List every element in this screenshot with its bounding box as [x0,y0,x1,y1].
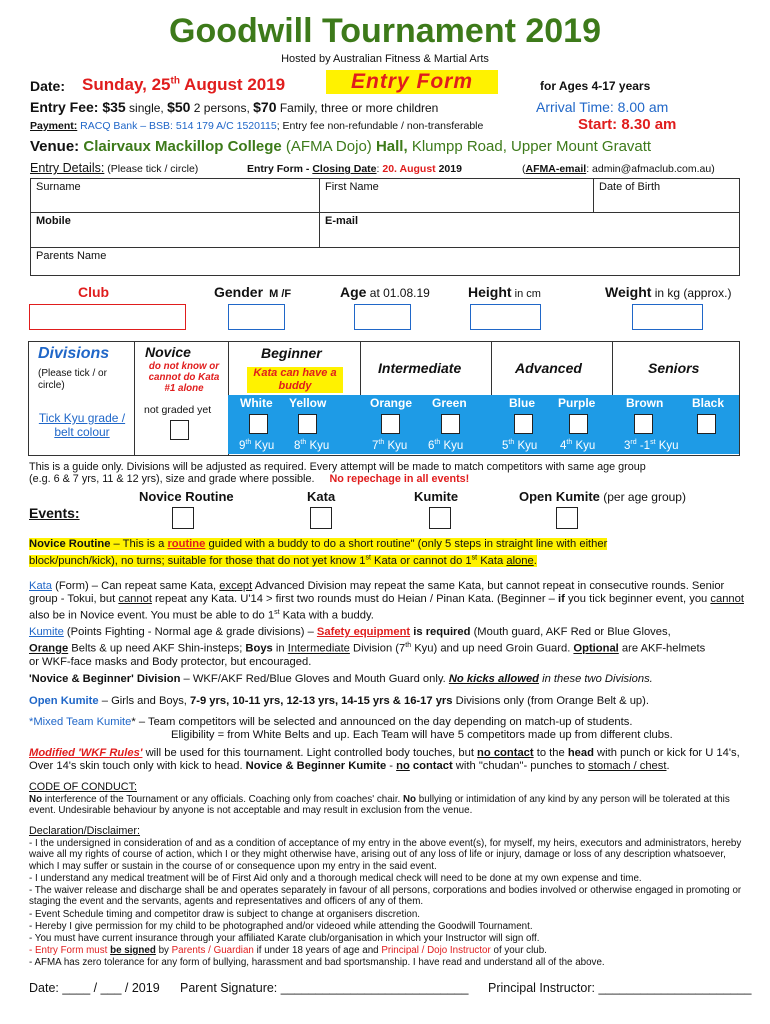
first-name-field[interactable]: First Name [320,179,594,212]
footer-date[interactable]: Date: ____ / ___ / 2019 [29,981,160,995]
disclaimer-line-4: - Event Schedule timing and competitor draw is subject to change at organisers discretion. [29,909,420,920]
event-open-kumite: Open Kumite (per age group) [519,489,686,504]
club-label: Club [78,284,110,300]
rule-mixed-team: *Mixed Team Kumite* – Team competitors will be selected and announced on the day depending on match-up of students. [29,716,633,728]
advanced-header: Advanced [515,360,582,376]
checkbox-novice-routine[interactable] [172,507,194,529]
kyu-9: 9th Kyu [239,439,275,452]
event-date: Sunday, 25th August 2019 [82,75,286,94]
kyu-5: 5th Kyu [502,439,538,452]
rule-novice-routine: Novice Routine – This is a routine guided with a buddy to do a short routine" (only 5 steps in straight line with either block/punch/kick), no turns; suitable for those that do not yet know 1st Kata or cannot do 1st Kata alone. [29,538,608,567]
row-name [30,178,740,213]
belt-brown: Brown [626,396,664,410]
gender-input[interactable] [228,304,285,330]
surname-field[interactable]: Surname [31,179,320,212]
belt-orange: Orange [370,396,413,410]
weight-label: Weight in kg (approx.) [605,284,732,300]
parents-name-field[interactable]: Parents Name [30,247,740,276]
height-label: Height in cm [468,284,541,300]
novice-checkbox[interactable] [170,420,189,440]
age-label: Age at 01.08.19 [340,284,430,300]
kyu-6: 6th Kyu [428,439,464,452]
rule-wkf: Modified 'WKF Rules' will be used for this tournament. Light controlled body touches, but no contact to the head with punch or kick for U 14's, Over 14's skin touch only with kick to head. Novice & Beginner Kumite - no contact with "chudan"- punches to stomach / chest. [29,747,740,773]
checkbox-purple[interactable] [569,414,588,434]
entry-form-heading: Entry Form [326,70,498,94]
entry-fee: Entry Fee: $35 single, $50 2 persons, $70 Family, three or more children [30,99,439,115]
checkbox-orange[interactable] [381,414,400,434]
height-input[interactable] [470,304,541,330]
guide-line-2: (e.g. 6 & 7 yrs, 11 & 12 yrs), size and grade where possible. No repechage in all events! [29,473,470,485]
entry-details: Entry Details: (Please tick / circle) [30,161,199,175]
disclaimer-title: Declaration/Disclaimer: [29,825,141,837]
hosted-by: Hosted by Australian Fitness & Martial Arts [281,53,489,65]
footer-principal-instructor[interactable]: Principal Instructor: ______________________ [488,981,752,995]
checkbox-white[interactable] [249,414,268,434]
tick-kyu-label: Tick Kyu grade / belt colour [38,411,126,439]
intermediate-header: Intermediate [378,360,462,376]
belt-purple: Purple [558,396,596,410]
belt-blue: Blue [509,396,536,410]
event-novice-routine: Novice Routine [139,489,234,504]
seniors-header: Seniors [648,360,700,376]
age-input[interactable] [354,304,411,330]
event-kumite: Kumite [414,489,459,504]
divisions-note: (Please tick / or circle) [38,368,107,391]
dob-field[interactable]: Date of Birth [599,181,661,193]
checkbox-open-kumite[interactable] [556,507,578,529]
kyu-8: 8th Kyu [294,439,330,452]
rule-kumite: Kumite (Points Fighting - Normal age & grade divisions) – Safety equipment is required (Mouth guard, AKF Red or Blue Gloves, Orange Belts & up need AKF Shin-insteps; Boys in Intermediate Division (7th Kyu) and up need Groin Guard. Optional are AKF-helmets or WKF-face masks and Body protector, but encouraged. [29,626,706,669]
checkbox-kumite[interactable] [429,507,451,529]
gender-label: Gender M /F [214,284,292,300]
events-label: Events: [29,505,80,521]
disclaimer-line-2: - I understand any medical treatment will be of First Aid only and a thorough medical check will need to be done at my own expense and time. [29,873,642,884]
rule-kata: Kata (Form) – Can repeat same Kata, except Advanced Division may repeat the same Kata, but cannot repeat in consecutive rounds. Senior group - Tokui, but cannot repeat any Kata. U'14 > first two rounds must do Heian / Pinan Kata. (Beginner – if you tick beginner event, you cannot also be in Novice event. You must be able to do 1st Kata with a buddy. [29,580,744,623]
club-input[interactable] [29,304,186,330]
disclaimer-line-3: - The waiver release and discharge shall be and operates separately in favour of all persons, corporations and bodies involved or otherwise engaged in promoting or staging the event and the servants, agents and representatives and officers of any of them. [29,885,742,908]
mobile-field[interactable]: Mobile [31,213,320,247]
ages-range: for Ages 4-17 years [540,79,651,93]
guide-line-1: This is a guide only. Divisions will be adjusted as required. Every attempt will be made to match competitors with same age group [29,461,646,473]
rule-mixed-team-eligibility: Eligibility = from White Belts and up. Each Team will have 5 competitors made up from different clubs. [171,729,673,741]
conduct-title: CODE OF CONDUCT: [29,781,137,793]
date-label: Date: [30,78,66,94]
beginner-header: Beginner [261,345,322,361]
footer-parent-signature[interactable]: Parent Signature: ___________________________ [180,981,469,995]
beginner-note: Kata can have a buddy [247,367,343,393]
event-kata: Kata [307,489,336,504]
arrival-time: Arrival Time: 8.00 am [536,99,669,115]
novice-header: Novice [145,344,191,360]
checkbox-brown[interactable] [634,414,653,434]
weight-input[interactable] [632,304,703,330]
disclaimer-last: - AFMA has zero tolerance for any form of bullying, harassment and bad sportsmanship. I have read and understand all of the above. [29,957,605,968]
belt-white: White [240,396,273,410]
rule-open-kumite: Open Kumite – Girls and Boys, 7-9 yrs, 10-11 yrs, 12-13 yrs, 14-15 yrs & 16-17 yrs Divisions only (from Orange Belt & up). [29,695,649,707]
kyu-3-1: 3rd -1st Kyu [624,439,679,452]
divisions-title: Divisions [38,345,110,362]
closing-date: Entry Form - Closing Date: 20. August 2019 [247,163,462,175]
venue: Venue: Clairvaux Mackillop College (AFMA Dojo) Hall, Klumpp Road, Upper Mount Gravatt [30,138,652,155]
start-time: Start: 8.30 am [578,116,677,133]
checkbox-blue[interactable] [514,414,533,434]
rule-novice-beginner: 'Novice & Beginner' Division – WKF/AKF Red/Blue Gloves and Mouth Guard only. No kicks allowed in these two Divisions. [29,673,653,685]
kyu-7: 7th Kyu [372,439,408,452]
page-title: Goodwill Tournament 2019 [169,12,601,50]
belt-green: Green [432,396,467,410]
novice-note: do not know or cannot do Kata #1 alone [148,361,220,394]
conduct-text: No interference of the Tournament or any officials. Coaching only from coaches' chair. No bullying or intimidation of any kind by any person will be tolerated at this event. Undesirable behaviour by anyone is not acceptable and may result in exclusion from the venue. [29,794,730,817]
novice-grade: not graded yet [144,404,212,416]
disclaimer-line-1: - I the undersigned in consideration of and as a condition of acceptance of my entry in the above event(s), for myself, my heirs, executors and administrators, hereby waive all my rights of course of action, which I or they might otherwise have, arising out of any loss of life or injury, damage or loss of any description whatsoever, which I may suffer or sustain in the course of or consequence upon my entry in the said event. [29,838,742,872]
checkbox-black[interactable] [697,414,716,434]
disclaimer-signature-note: - Entry Form must be signed by Parents / Guardian if under 18 years of age and Principal / Dojo Instructor of your club. [29,945,547,956]
belt-black: Black [692,396,725,410]
disclaimer-line-5: - Hereby I give permission for my child to be photographed and/or videoed while attending the Goodwill Tournament. [29,921,533,932]
afma-email: (AFMA-email: admin@afmaclub.com.au) [522,163,715,175]
payment-info: Payment: RACQ Bank – BSB: 514 179 A/C 1520115; Entry fee non-refundable / non-transferable [30,120,484,132]
kyu-4: 4th Kyu [560,439,596,452]
checkbox-yellow[interactable] [298,414,317,434]
checkbox-kata[interactable] [310,507,332,529]
email-field[interactable]: E-mail [325,215,359,227]
checkbox-green[interactable] [441,414,460,434]
disclaimer-line-6: - You must have current insurance through your affiliated Karate club/organisation in which your Instructor will sign off. [29,933,540,944]
row-contact [30,212,740,248]
belt-yellow: Yellow [289,396,327,410]
